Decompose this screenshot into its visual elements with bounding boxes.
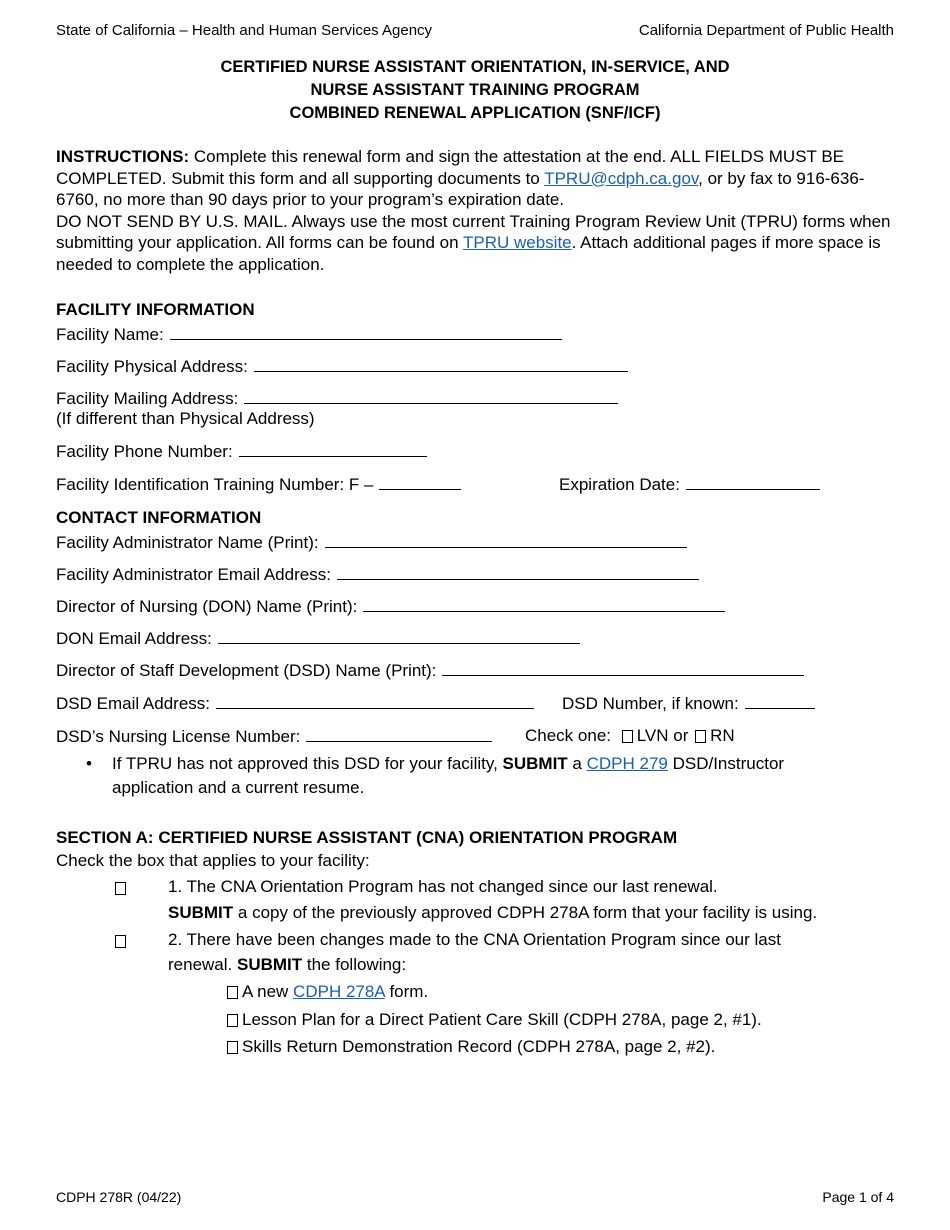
form-title-line-1: CERTIFIED NURSE ASSISTANT ORIENTATION, IN-SERVICE, AND [220, 58, 730, 76]
facility-phone-row: Facility Phone Number: [56, 441, 427, 462]
dsd-license-field[interactable] [306, 726, 492, 742]
administrator-email-row: Facility Administrator Email Address: [56, 564, 699, 585]
department-header: California Department of Public Health [638, 22, 894, 39]
cdph-278a-link[interactable]: CDPH 278A [293, 982, 385, 1001]
administrator-email-field[interactable] [337, 564, 699, 580]
dsd-name-row: Director of Staff Development (DSD) Name (Print): [56, 660, 804, 681]
agency-header: State of California – Health and Human Services Agency [56, 22, 433, 39]
expiration-date-field[interactable] [686, 474, 820, 490]
new-278a-checkbox[interactable] [227, 986, 238, 999]
dsd-email-field[interactable] [216, 693, 534, 709]
don-name-row: Director of Nursing (DON) Name (Print): [56, 596, 725, 617]
facility-phone-field[interactable] [239, 441, 427, 457]
option-1-line-1: 1. The CNA Orientation Program has not changed since our last renewal. [168, 877, 718, 896]
cdph-279-link[interactable]: CDPH 279 [586, 754, 668, 773]
form-title-line-2: NURSE ASSISTANT TRAINING PROGRAM [310, 81, 640, 99]
sub-item-skills-record: Skills Return Demonstration Record (CDPH 278A, page 2, #2). [227, 1037, 715, 1057]
mailing-address-note: (If different than Physical Address) [56, 409, 315, 428]
don-email-row: DON Email Address: [56, 628, 580, 649]
instructions-paragraph: INSTRUCTIONS: Complete this renewal form and sign the attestation at the end. ALL FIELDS MUST BE COMPLETED. Submit this form and all supporting documents to TPRU@cdph.ca.gov, or by fax to 916-636-6760, no more than 90 days prior to your program’s expiration date. DO NOT SEND BY U.S. MAIL. Always use the most current Training Program Review Unit (TPRU) forms when submitting your application. All forms can be found on TPRU website. Attach additional pages if more space is needed to complete the application. [56, 147, 891, 274]
facility-physical-address-field[interactable] [254, 356, 628, 372]
dsd-approval-bullet-line-2: application and a current resume. [112, 778, 365, 797]
expiration-date-row: Expiration Date: [559, 474, 820, 495]
facility-information-heading: FACILITY INFORMATION [56, 300, 255, 319]
dsd-license-row: DSD’s Nursing License Number: [56, 726, 492, 747]
facility-name-row: Facility Name: [56, 324, 562, 345]
dsd-name-field[interactable] [442, 660, 804, 676]
administrator-name-row: Facility Administrator Name (Print): [56, 532, 687, 553]
option-2-line-1: 2. There have been changes made to the CNA Orientation Program since our last [168, 930, 781, 949]
page-number-footer: Page 1 of 4 [822, 1189, 894, 1205]
facility-name-field[interactable] [170, 324, 562, 340]
facility-physical-address-row: Facility Physical Address: [56, 356, 628, 377]
bullet-icon: • [86, 754, 92, 773]
dsd-number-row: DSD Number, if known: [562, 693, 815, 714]
lvn-checkbox[interactable] [622, 730, 633, 743]
dsd-number-field[interactable] [745, 693, 815, 709]
dsd-approval-bullet: If TPRU has not approved this DSD for your facility, SUBMIT a CDPH 279 DSD/Instructor [112, 754, 785, 773]
license-type-row: Check one: LVN or RN [525, 726, 735, 745]
sub-item-new-278a: A new CDPH 278A form. [227, 982, 428, 1002]
rn-checkbox[interactable] [695, 730, 706, 743]
option-1-checkbox[interactable] [115, 882, 126, 895]
facility-mailing-address-row: Facility Mailing Address: [56, 388, 618, 409]
option-2-line-2: renewal. SUBMIT the following: [168, 955, 407, 974]
tpru-email-link[interactable]: TPRU@cdph.ca.gov [544, 168, 699, 188]
administrator-name-field[interactable] [325, 532, 687, 548]
facility-mailing-address-field[interactable] [244, 388, 618, 404]
sub-item-lesson-plan: Lesson Plan for a Direct Patient Care Skill (CDPH 278A, page 2, #1). [227, 1010, 762, 1030]
form-title-line-3: COMBINED RENEWAL APPLICATION (SNF/ICF) [289, 104, 661, 122]
tpru-website-link[interactable]: TPRU website [462, 233, 572, 252]
skills-record-checkbox[interactable] [227, 1041, 238, 1054]
section-a-heading: SECTION A: CERTIFIED NURSE ASSISTANT (CNA) ORIENTATION PROGRAM [56, 828, 678, 847]
contact-information-heading: CONTACT INFORMATION [56, 508, 262, 527]
section-a-prompt: Check the box that applies to your facility: [56, 851, 370, 870]
don-email-field[interactable] [218, 628, 580, 644]
form-id-footer: CDPH 278R (04/22) [56, 1189, 182, 1205]
dsd-email-row: DSD Email Address: [56, 693, 534, 714]
facility-id-number-field[interactable] [379, 474, 461, 490]
facility-id-number-row: Facility Identification Training Number: F – [56, 474, 461, 495]
option-2-checkbox[interactable] [115, 935, 126, 948]
don-name-field[interactable] [363, 596, 725, 612]
instructions-label: INSTRUCTIONS: [56, 147, 190, 166]
lesson-plan-checkbox[interactable] [227, 1014, 238, 1027]
option-1-line-2: SUBMIT a copy of the previously approved CDPH 278A form that your facility is using. [168, 903, 818, 922]
